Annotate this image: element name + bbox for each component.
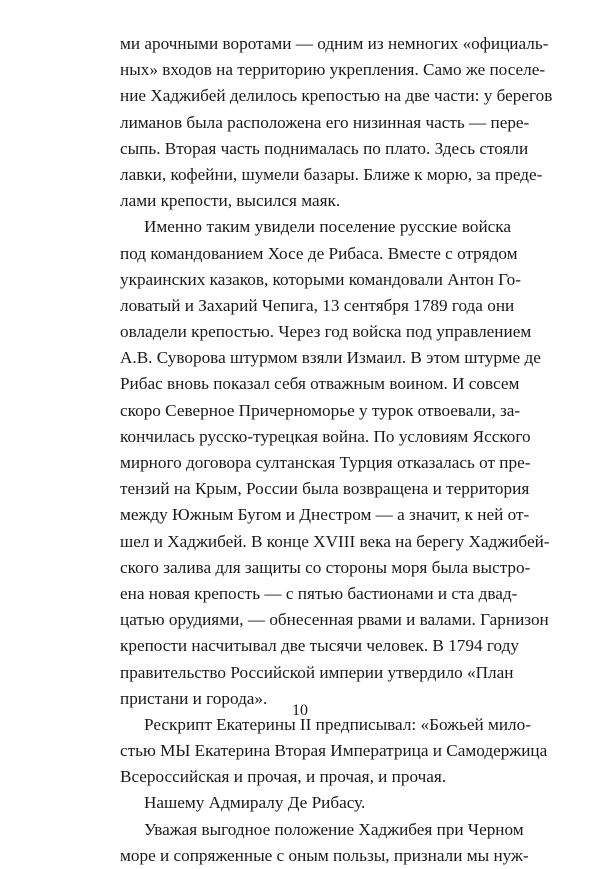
text-line: ена новая крепость — с пятью бастионами и ста двад- (120, 583, 518, 603)
paragraph-start-line: Именно таким увидели поселение русские войска (144, 217, 511, 237)
text-line: ми арочными воротами — одним из немногих «официаль- (120, 34, 549, 53)
page-number: 10 (292, 702, 308, 719)
text-line: лавки, кофейни, шумели базары. Ближе к морю, за преде- (120, 164, 543, 184)
paragraph-start-line: Рескрипт Екатерины II предписывал: «Божьей мило- (144, 714, 531, 734)
text-line: стью МЫ Екатерина Вторая Императрица и Самодержица (120, 741, 548, 761)
text-line: кончилась русско-турецкая война. По условиям Ясского (120, 426, 531, 446)
text-line: ных» входов на территорию укрепления. Само же поселе- (120, 60, 546, 80)
text-line: Рибас вновь показал себя отважным воином. И совсем (120, 374, 520, 394)
text-line: овладели крепостью. Через год войска под управлением (120, 322, 532, 342)
text-line: скоро Северное Причерноморье у турок отвоевали, за- (120, 400, 521, 420)
text-line: сыпь. Вторая часть поднималась по плато. Здесь стояли (120, 138, 529, 158)
paragraph-start-line: Нашему Адмиралу Де Рибасу. (144, 793, 366, 813)
text-line: украинских казаков, которыми командовали Антон Го- (120, 269, 521, 289)
paragraph-start-line: Уважая выгодное положение Хаджибея при Черном (144, 819, 524, 839)
text-line: лиманов была расположена его низинная часть — пере- (120, 112, 530, 132)
text-line: между Южным Бугом и Днестром — а значит, к ней от- (120, 505, 530, 525)
text-line: мирного договора султанская Турция отказалась от пре- (120, 453, 531, 472)
text-line: правительство Российской империи утвердило «План (120, 662, 514, 682)
text-line: цатью орудиями, — обнесенная рвами и валами. Гарнизон (120, 610, 549, 630)
text-line: море и сопряженные с оным пользы, признали мы нуж- (120, 845, 529, 865)
text-line: под командованием Хосе де Рибаса. Вместе с отрядом (120, 243, 518, 263)
text-line: тензий на Крым, России была возвращена и территория (120, 479, 530, 499)
text-line: А.В. Суворова штурмом взяли Измаил. В этом штурме де (120, 348, 541, 368)
text-line: ние Хаджибей делилось крепостью на две части: у берегов (120, 86, 553, 106)
body-text (120, 31, 553, 869)
text-line: шел и Хаджибей. В конце XVIII века на берегу Хаджибей- (120, 531, 550, 551)
text-line: лами крепости, высился маяк. (120, 191, 341, 211)
text-line: крепости насчитывал две тысячи человек. В 1794 году (120, 636, 519, 656)
text-line: ского залива для защиты со стороны моря была выстро- (120, 557, 531, 577)
text-line: ловатый и Захарий Чепига, 13 сентября 1789 года они (120, 295, 515, 315)
text-line: Всероссийская и прочая, и прочая, и прочая. (120, 767, 447, 787)
text-line: пристани и города». (120, 688, 268, 708)
